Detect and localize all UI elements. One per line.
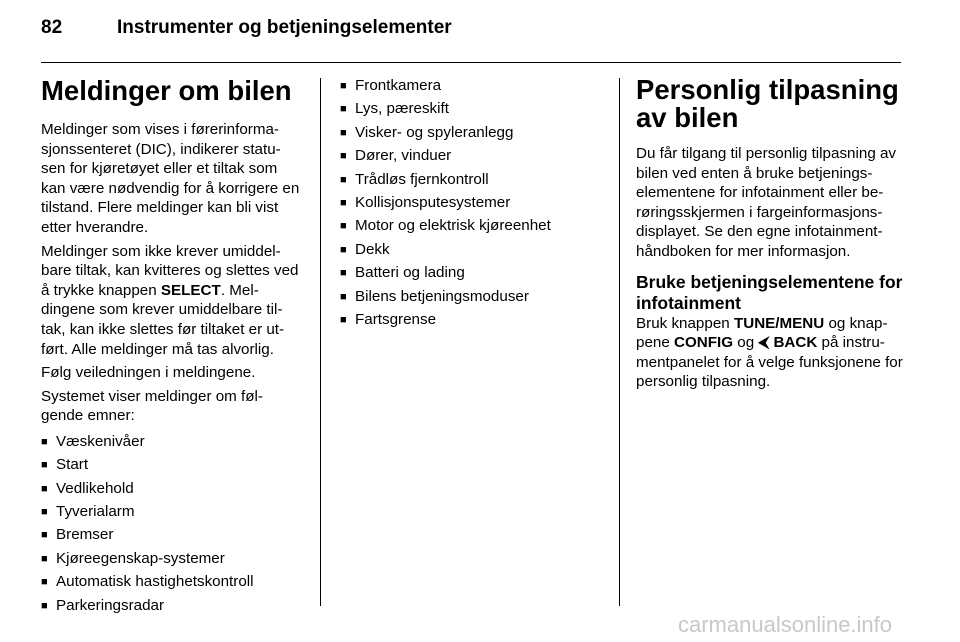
- list-item: ■ Bremser: [41, 523, 303, 546]
- list-item: ■ Fartsgrense: [340, 308, 602, 331]
- paragraph-topics: Systemet viser meldinger om føl-gende emner:: [41, 387, 263, 425]
- chapter-title: Instrumenter og betjeningselementer: [117, 17, 452, 38]
- bullet-icon: ■: [340, 103, 347, 116]
- page-number: 82: [41, 17, 63, 38]
- list-item: ■ Automatisk hastighetskontroll: [41, 570, 303, 593]
- list-item: ■ Visker- og spyleranlegg: [340, 121, 602, 144]
- list-item: ■ Parkeringsradar: [41, 594, 303, 617]
- bullet-icon: ■: [41, 576, 48, 589]
- column-3: [636, 68, 904, 396]
- list-item: ■ Tyverialarm: [41, 500, 303, 523]
- list-item: ■ Start: [41, 453, 303, 476]
- bullet-icon: ■: [41, 552, 48, 565]
- subheading-infotainment-controls: Bruke betjeningselementene for infotainment: [636, 271, 903, 313]
- bullet-icon: ■: [340, 173, 347, 186]
- bullet-icon: ■: [340, 290, 347, 303]
- list-item: ■ Kjøreegenskap-systemer: [41, 547, 303, 570]
- column-divider-left: [320, 78, 321, 606]
- header-rule: [41, 62, 901, 63]
- paragraph-acknowledge: Meldinger som ikke krever umiddel-bare tiltak, kan kvitteres og slettes ved å trykke knappen SELECT. Mel-dingene som krever umiddelbare til-tak, kan ikke slettes før tiltaket er ut-ført. Alle meldinger må tas alvorlig.: [41, 242, 299, 358]
- config-label: CONFIG: [674, 334, 734, 352]
- list-item: ■ Trådløs fjernkontroll: [340, 168, 602, 191]
- list-item: ■ Dører, vinduer: [340, 144, 602, 167]
- list-item: ■ Væskenivåer: [41, 430, 303, 453]
- list-item: ■ Bilens betjeningsmoduser: [340, 285, 602, 308]
- bullet-icon: ■: [340, 220, 347, 233]
- bullet-icon: ■: [340, 313, 347, 326]
- paragraph-personalization: Du får tilgang til personlig tilpasning av bilen ved enten å bruke betjenings-elementene for infotainment eller be-røringsskjermen i fargeinformasjons-displayet. Se den egne infotainment-håndboken for mer informasjon.: [636, 145, 897, 260]
- column-1: [41, 68, 303, 617]
- bullet-icon: ■: [340, 80, 347, 92]
- list-item: ■ Kollisjonsputesystemer: [340, 191, 602, 214]
- bullet-icon: ■: [340, 126, 347, 139]
- section-heading-messages: Meldinger om bilen: [41, 75, 292, 106]
- list-item: ■ Frontkamera: [340, 74, 602, 97]
- paragraph-controls: Bruk knappen TUNE/MENU og knap-pene CONFIG og ⮜ BACK på instru-mentpanelet for å velge funksjonene for personlig tilpasning.: [636, 314, 903, 391]
- watermark: carmanualsonline.info: [678, 612, 893, 637]
- back-arrow-icon: ⮜: [758, 334, 770, 352]
- column-2: [340, 74, 602, 331]
- paragraph-intro: Meldinger som vises i førerinforma-sjonssenteret (DIC), indikerer statu-sen for kjøretøyet eller et tiltak som kan være nødvendig for å korrigere en tilstand. Flere meldinger kan bli vist etter hverandre.: [41, 121, 300, 236]
- list-item: ■ Lys, pæreskift: [340, 97, 602, 120]
- bullet-icon: ■: [340, 150, 347, 163]
- column-divider-right: [619, 78, 620, 606]
- topics-list-2: [340, 74, 602, 331]
- list-item: ■ Vedlikehold: [41, 477, 303, 500]
- back-label: BACK: [773, 334, 818, 352]
- bullet-icon: ■: [41, 506, 48, 519]
- bullet-icon: ■: [340, 196, 347, 209]
- select-button-label: SELECT: [160, 281, 221, 299]
- list-item: ■ Motor og elektrisk kjøreenhet: [340, 214, 602, 237]
- bullet-icon: ■: [41, 482, 48, 495]
- bullet-icon: ■: [340, 243, 347, 256]
- list-item: ■ Batteri og lading: [340, 261, 602, 284]
- bullet-icon: ■: [41, 529, 48, 542]
- bullet-icon: ■: [41, 459, 48, 472]
- tune-menu-label: TUNE/MENU: [733, 314, 825, 332]
- bullet-icon: ■: [41, 435, 48, 448]
- bullet-icon: ■: [340, 267, 347, 280]
- section-heading-personalization: Personlig tilpasning av bilen: [636, 74, 899, 133]
- topics-list-1: [41, 430, 303, 617]
- page-header: [41, 17, 452, 39]
- list-item: ■ Dekk: [340, 238, 602, 261]
- bullet-icon: ■: [41, 599, 48, 612]
- paragraph-follow: Følg veiledningen i meldingene.: [41, 364, 256, 382]
